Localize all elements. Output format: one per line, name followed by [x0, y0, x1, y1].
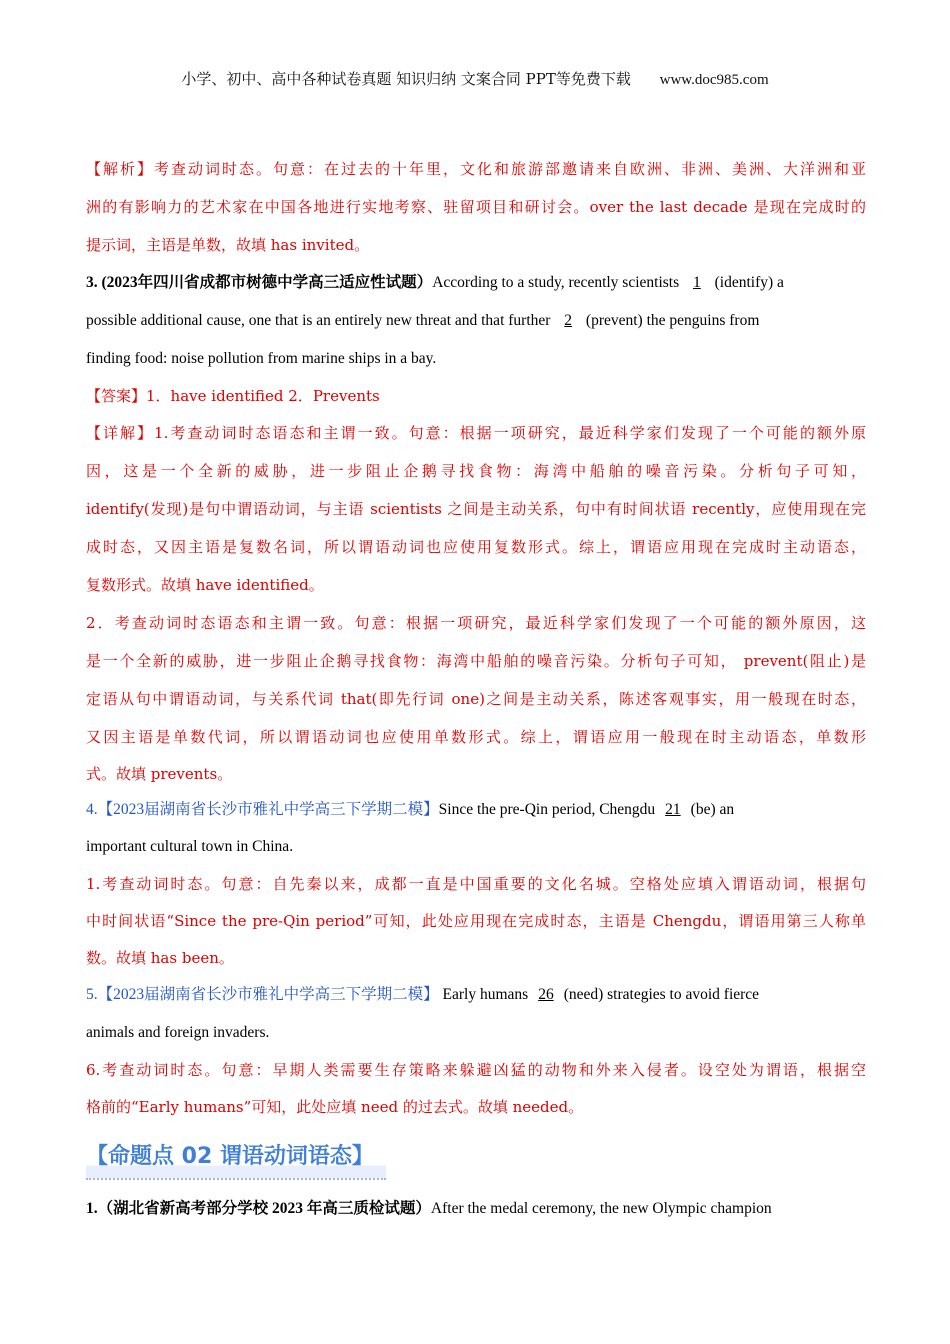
- question-3-line: [86, 264, 866, 302]
- explain-line: 格前的“Early humans”可知，此处应填 need 的过去式。故填 needed。: [86, 1098, 584, 1116]
- blank-21: 21: [665, 801, 681, 818]
- question-text: Since the pre-Qin period, Chengdu: [438, 801, 656, 818]
- detail-line: 2．考查动词时态语态和主谓一致。句意：根据一项研究，最近科学家们发现了一个可能的额外原因，这: [86, 614, 866, 632]
- explain-line: 6.考查动词时态。句意：早期人类需要生存策略来躲避凶猛的动物和外来入侵者。设空处为谓语，根据空: [86, 1061, 866, 1079]
- explain-line: 数。故填 has been。: [86, 949, 234, 967]
- detail-line: 因，这是一个全新的威胁，进一步阻止企鹅寻找食物：海湾中船舶的噪音污染。分析句子可知，: [86, 462, 866, 480]
- question-source: 【2023届湖南省长沙市雅礼中学高三下学期二模】: [97, 801, 439, 818]
- question-text: (need) strategies to avoid fierce: [563, 986, 760, 1003]
- detail-line: 式。故填 prevents。: [86, 765, 233, 783]
- detail-line: 又因主语是单数代词，所以谓语动词也应使用单数形式。综上，谓语应用一般现在时主动语态，单数形: [86, 728, 866, 746]
- blank-2: 2: [564, 312, 573, 329]
- blank-1: 1: [693, 274, 701, 291]
- section-heading: 【命题点 02 谓语动词语态】: [86, 1136, 386, 1180]
- question-source: 湖北省新高考部分学校 2023 年高三质检试题: [113, 1200, 416, 1217]
- analysis-line: 提示词，主语是单数，故填 has invited。: [86, 236, 370, 254]
- question-text: Early humans: [442, 986, 529, 1003]
- question-3-line: finding food: noise pollution from marine ships in a bay.: [86, 350, 437, 367]
- question-number: 3. (: [86, 274, 107, 291]
- question-text: possible additional cause, one that is an entirely new threat and that further: [86, 312, 551, 329]
- question-number: 5.: [86, 986, 98, 1003]
- question-text: According to a study, recently scientists: [432, 274, 680, 291]
- detail-line: 是一个全新的威胁，进一步阻止企鹅寻找食物：海湾中船舶的噪音污染。分析句子可知， prevent(阻止)是: [86, 652, 866, 670]
- header-text: 小学、初中、高中各种试卷真题 知识归纳 文案合同 PPT等免费下载: [181, 70, 631, 88]
- question-source: 【2023届湖南省长沙市雅礼中学高三下学期二模】: [97, 986, 439, 1003]
- question-text: (prevent) the penguins from: [585, 312, 760, 329]
- detail-line: 定语从句中谓语动词，与关系代词 that(即先行词 one)之间是主动关系，陈述客观事实，用一般现在时态，: [86, 690, 866, 708]
- question-source-close: ）: [416, 274, 433, 291]
- page-header: [0, 68, 950, 89]
- section-question-1-line: [86, 1190, 866, 1228]
- question-3-line: [86, 302, 866, 340]
- question-text: (identify) a: [714, 274, 784, 291]
- header-site: www.doc985.com: [659, 72, 769, 88]
- analysis-line: 【解析】考查动词时态。句意：在过去的十年里，文化和旅游部邀请来自欧洲、非洲、美洲、大洋洲和亚: [86, 160, 866, 178]
- explain-line: 1.考查动词时态。句意：自先秦以来，成都一直是中国重要的文化名城。空格处应填入谓语动词，根据句: [86, 875, 866, 893]
- question-number: 1.（: [86, 1200, 114, 1217]
- detail-line: identify(发现)是句中谓语动词，与主语 scientists 之间是主动关系，句中有时间状语 recently，应使用现在完: [86, 500, 866, 518]
- question-text: After the medal ceremony, the new Olympic champion: [430, 1200, 772, 1217]
- detail-line: 复数形式。故填 have identified。: [86, 576, 324, 594]
- blank-26: 26: [538, 986, 554, 1003]
- question-number: 4.: [86, 801, 98, 818]
- analysis-line: 洲的有影响力的艺术家在中国各地进行实地考察、驻留项目和研讨会。over the last decade 是现在完成时的: [86, 198, 866, 216]
- detail-line: 成时态，又因主语是复数名词，所以谓语动词也应使用复数形式。综上，谓语应用现在完成时主动语态，: [86, 538, 866, 556]
- question-5-line: animals and foreign invaders.: [86, 1024, 270, 1041]
- answer-line: 【答案】1．have identified 2．Prevents: [86, 387, 380, 405]
- explain-line: 中时间状语“Since the pre-Qin period”可知，此处应用现在完成时态，主语是 Chengdu，谓语用第三人称单: [86, 912, 866, 930]
- document-body: [86, 150, 866, 1228]
- question-text: (be) an: [690, 801, 735, 818]
- question-4-line: [86, 792, 866, 828]
- detail-line: 【详解】1.考查动词时态语态和主谓一致。句意：根据一项研究，最近科学家们发现了一个可能的额外原: [86, 424, 866, 442]
- question-5-line: [86, 976, 866, 1014]
- question-source: 2023年四川省成都市树德中学高三适应性试题: [106, 274, 417, 291]
- question-4-line: important cultural town in China.: [86, 838, 294, 855]
- question-source-close: ）: [415, 1200, 431, 1217]
